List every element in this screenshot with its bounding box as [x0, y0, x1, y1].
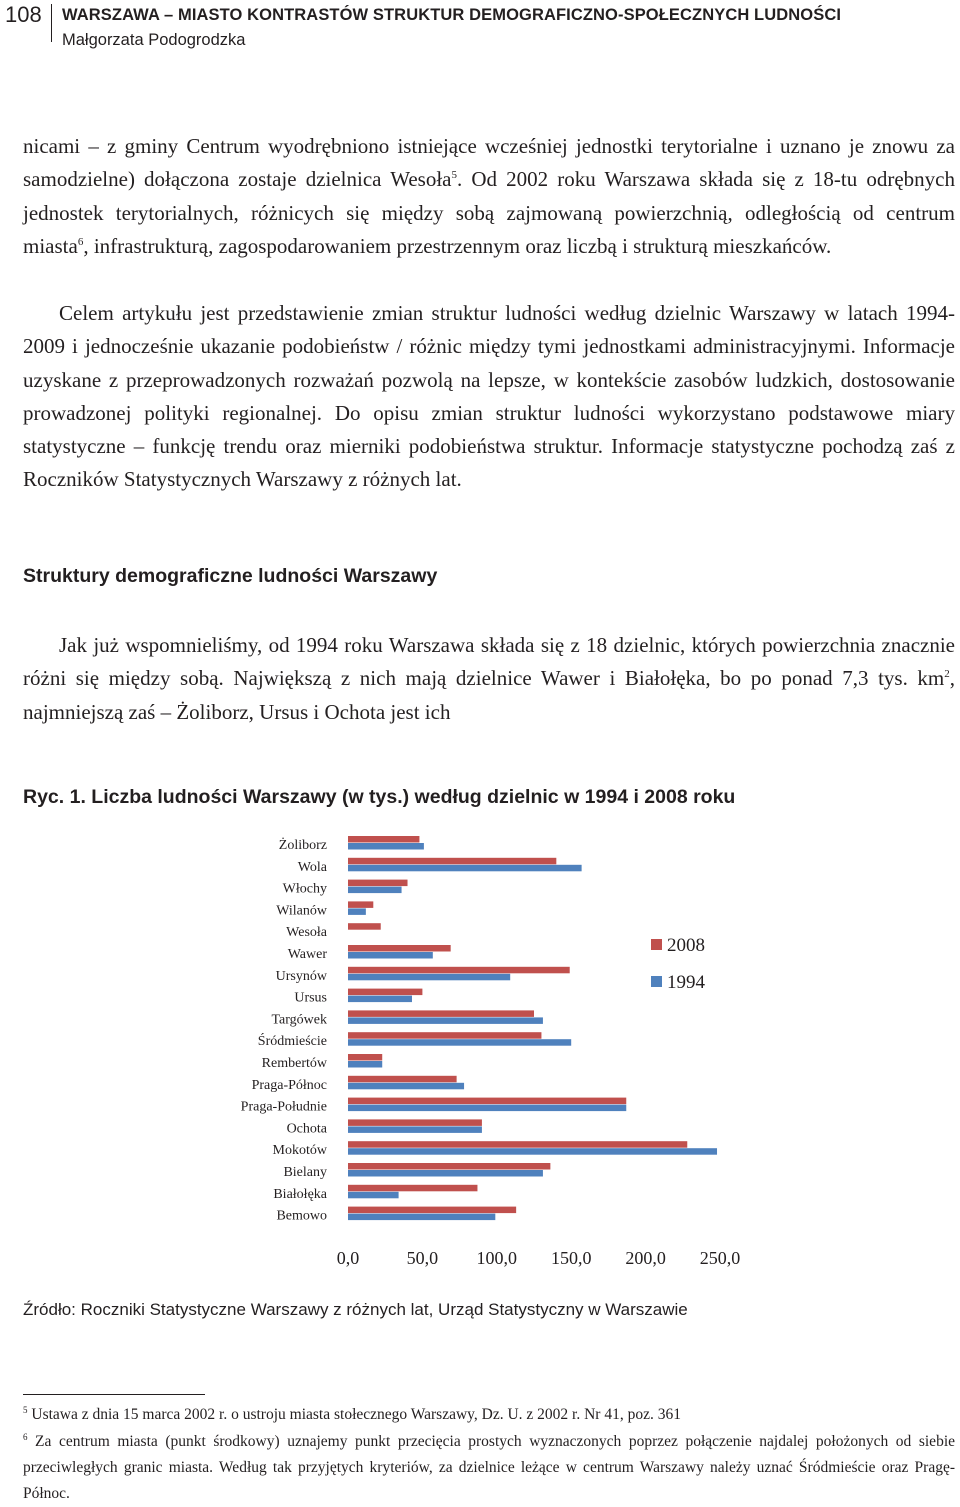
x-tick-label: 200,0	[625, 1248, 666, 1268]
bar-2008-Bielany	[348, 1163, 550, 1170]
section-heading: Struktury demograficzne ludności Warszawy	[23, 565, 438, 587]
footnote-6-marker: 6	[23, 1432, 28, 1442]
bar-2008-Rembertów	[348, 1054, 382, 1061]
x-tick-label: 150,0	[550, 1248, 592, 1268]
footnote-5-marker: 5	[23, 1405, 28, 1415]
bar-2008-Wawer	[348, 945, 451, 952]
x-tick-label: 50,0	[406, 1248, 439, 1268]
bar-1994-Ursynów	[348, 974, 510, 981]
paragraph-1	[23, 130, 955, 263]
legend-label-2008: 2008	[667, 935, 705, 956]
bar-2008-Mokotów	[348, 1141, 687, 1148]
bar-2008-Wesoła	[348, 923, 381, 930]
category-label: Targówek	[271, 1012, 327, 1028]
category-label: Ursynów	[275, 968, 327, 984]
paragraph-1-part-b: . Od 2002 roku Warszawa składa się z 18-tu odrębnych jednostek terytorialnych, różnicych się między sobą zajmowaną powierzchnią, odległością od centrum miasta	[23, 167, 955, 258]
bar-2008-Białołęka	[348, 1185, 477, 1192]
bar-1994-Żoliborz	[348, 843, 424, 850]
paragraph-1-part-a: nicami – z gminy Centrum wyodrębniono istniejące wcześniej jednostki terytorialne i uznano je znowu za samodzielne) dołączona zostaje dzielnica Wesoła	[23, 134, 955, 192]
bar-2008-Włochy	[348, 880, 408, 887]
category-label: Bemowo	[276, 1208, 327, 1224]
footnote-ref-5: 5	[451, 169, 457, 182]
bar-1994-Ochota	[348, 1126, 482, 1133]
chart-category-labels	[241, 837, 328, 1224]
category-label: Wawer	[287, 947, 327, 962]
category-label: Włochy	[282, 881, 327, 897]
category-label: Mokotów	[272, 1143, 327, 1159]
category-label: Śródmieście	[257, 1034, 327, 1050]
category-label: Ursus	[294, 990, 327, 1006]
category-label: Ochota	[286, 1121, 327, 1137]
legend-label-1994: 1994	[667, 972, 705, 993]
bar-2008-Praga-Północ	[348, 1076, 457, 1083]
bar-1994-Wola	[348, 865, 582, 872]
footnote-ref-6: 6	[77, 235, 84, 248]
chart-bars	[348, 836, 717, 1220]
category-label: Wola	[297, 859, 327, 875]
bar-1994-Śródmieście	[348, 1039, 571, 1046]
paragraph-3-part-a: Jak już wspomnieliśmy, od 1994 roku Warszawa składa się z 18 dzielnic, których powierzchnia znacznie różni się między sobą. Największą z nich mają dzielnice Wawer i Białołęka, bo po ponad 7,3 tys. km	[23, 633, 955, 691]
bar-2008-Bemowo	[348, 1207, 516, 1214]
category-label: Wilanów	[276, 903, 327, 919]
chart-tick-labels	[337, 1248, 741, 1268]
footnote-6	[23, 1429, 955, 1507]
legend-swatch-1994	[651, 976, 662, 987]
bar-2008-Żoliborz	[348, 836, 419, 843]
bar-2008-Praga-Południe	[348, 1098, 626, 1105]
footnote-5	[23, 1402, 955, 1428]
bar-2008-Targówek	[348, 1010, 534, 1017]
paragraph-2: Celem artykułu jest przedstawienie zmian struktur ludności według dzielnic Warszawy w latach 1994-2009 i jednocześnie ukazanie podobieństw / różnic między tymi jednostkami administracyjnymi. Informacje uzyskane z przeprowadzonych rozważań pozwolą na lepsze, w kontekście zasobów ludzkich, dostosowanie prowadzonej polityki regionalnej. Do opisu zmian struktur ludności wykorzystano podstawowe miary statystyczne – funkcję trendu oraz mierniki podobieństwa struktur. Informacje statystyczne pochodzą zaś z Roczników Statystycznych Warszawy z różnych lat.	[23, 301, 955, 492]
category-label: Białołęka	[273, 1186, 327, 1202]
category-label: Praga-Południe	[240, 1099, 327, 1115]
bar-2008-Wola	[348, 858, 556, 865]
footnote-5-text: Ustawa z dnia 15 marca 2002 r. o ustroju miasta stołecznego Warszawy, Dz. U. z 2002 r. Nr 41, poz. 361	[27, 1406, 681, 1423]
running-author: Małgorzata Podogrodzka	[62, 31, 246, 49]
bar-2008-Ursus	[348, 989, 422, 996]
page-number: 108	[5, 2, 42, 27]
figure-source: Źródło: Roczniki Statystyczne Warszawy z różnych lat, Urząd Statystyczny w Warszawie	[23, 1300, 688, 1319]
chart-legend	[651, 935, 706, 993]
bar-1994-Wawer	[348, 952, 433, 959]
bar-1994-Rembertów	[348, 1061, 382, 1068]
x-tick-label: 0,0	[336, 1248, 360, 1268]
category-label: Rembertów	[261, 1056, 327, 1071]
bar-2008-Wilanów	[348, 901, 373, 908]
bar-1994-Białołęka	[348, 1192, 399, 1199]
bar-2008-Ochota	[348, 1119, 482, 1126]
category-label: Praga-Północ	[251, 1077, 327, 1093]
bar-2008-Ursynów	[348, 967, 570, 974]
category-label: Bielany	[283, 1165, 327, 1180]
bar-1994-Włochy	[348, 887, 402, 894]
x-tick-label: 100,0	[476, 1248, 518, 1268]
bar-2008-Śródmieście	[348, 1032, 541, 1039]
footnote-6-text: Za centrum miasta (punkt środkowy) uznajemy punkt przecięcia prostych wyznaczonych poprzez połączenie najdalej położonych od siebie przeciwległych granic miasta. Według tak przyjętych kryteriów, za dzielnice leżące w centrum Warszawy należy uznać Śródmieście oraz Pragę-Północ.	[23, 1433, 955, 1502]
category-label: Wesoła	[286, 925, 327, 941]
bar-1994-Wilanów	[348, 908, 366, 915]
x-tick-label: 250,0	[699, 1248, 741, 1268]
paragraph-3-part-b: , najmniejszą zaś – Żoliborz, Ursus i Ochota jest ich	[23, 666, 955, 724]
bar-1994-Mokotów	[348, 1148, 717, 1155]
population-bar-chart	[0, 820, 960, 1280]
category-label: Żoliborz	[278, 838, 327, 853]
bar-1994-Targówek	[348, 1017, 543, 1024]
bar-1994-Praga-Północ	[348, 1083, 464, 1090]
running-title: WARSZAWA – MIASTO KONTRASTÓW STRUKTUR DEMOGRAFICZNO-SPOŁECZNYCH LUDNOŚCI	[62, 6, 842, 24]
figure-caption: Ryc. 1. Liczba ludności Warszawy (w tys.) według dzielnic w 1994 i 2008 roku	[23, 786, 736, 808]
bar-1994-Bielany	[348, 1170, 543, 1177]
paragraph-1-part-c: , infrastrukturą, zagospodarowaniem przestrzennym oraz liczbą i strukturą mieszkańców.	[83, 233, 832, 258]
superscript-2: 2	[944, 668, 950, 681]
bar-1994-Praga-Południe	[348, 1105, 626, 1112]
paragraph-3	[23, 629, 955, 729]
bar-1994-Bemowo	[348, 1214, 495, 1221]
header-divider	[51, 4, 52, 42]
footnote-divider	[23, 1394, 205, 1395]
bar-1994-Ursus	[348, 996, 412, 1003]
legend-swatch-2008	[651, 939, 662, 950]
